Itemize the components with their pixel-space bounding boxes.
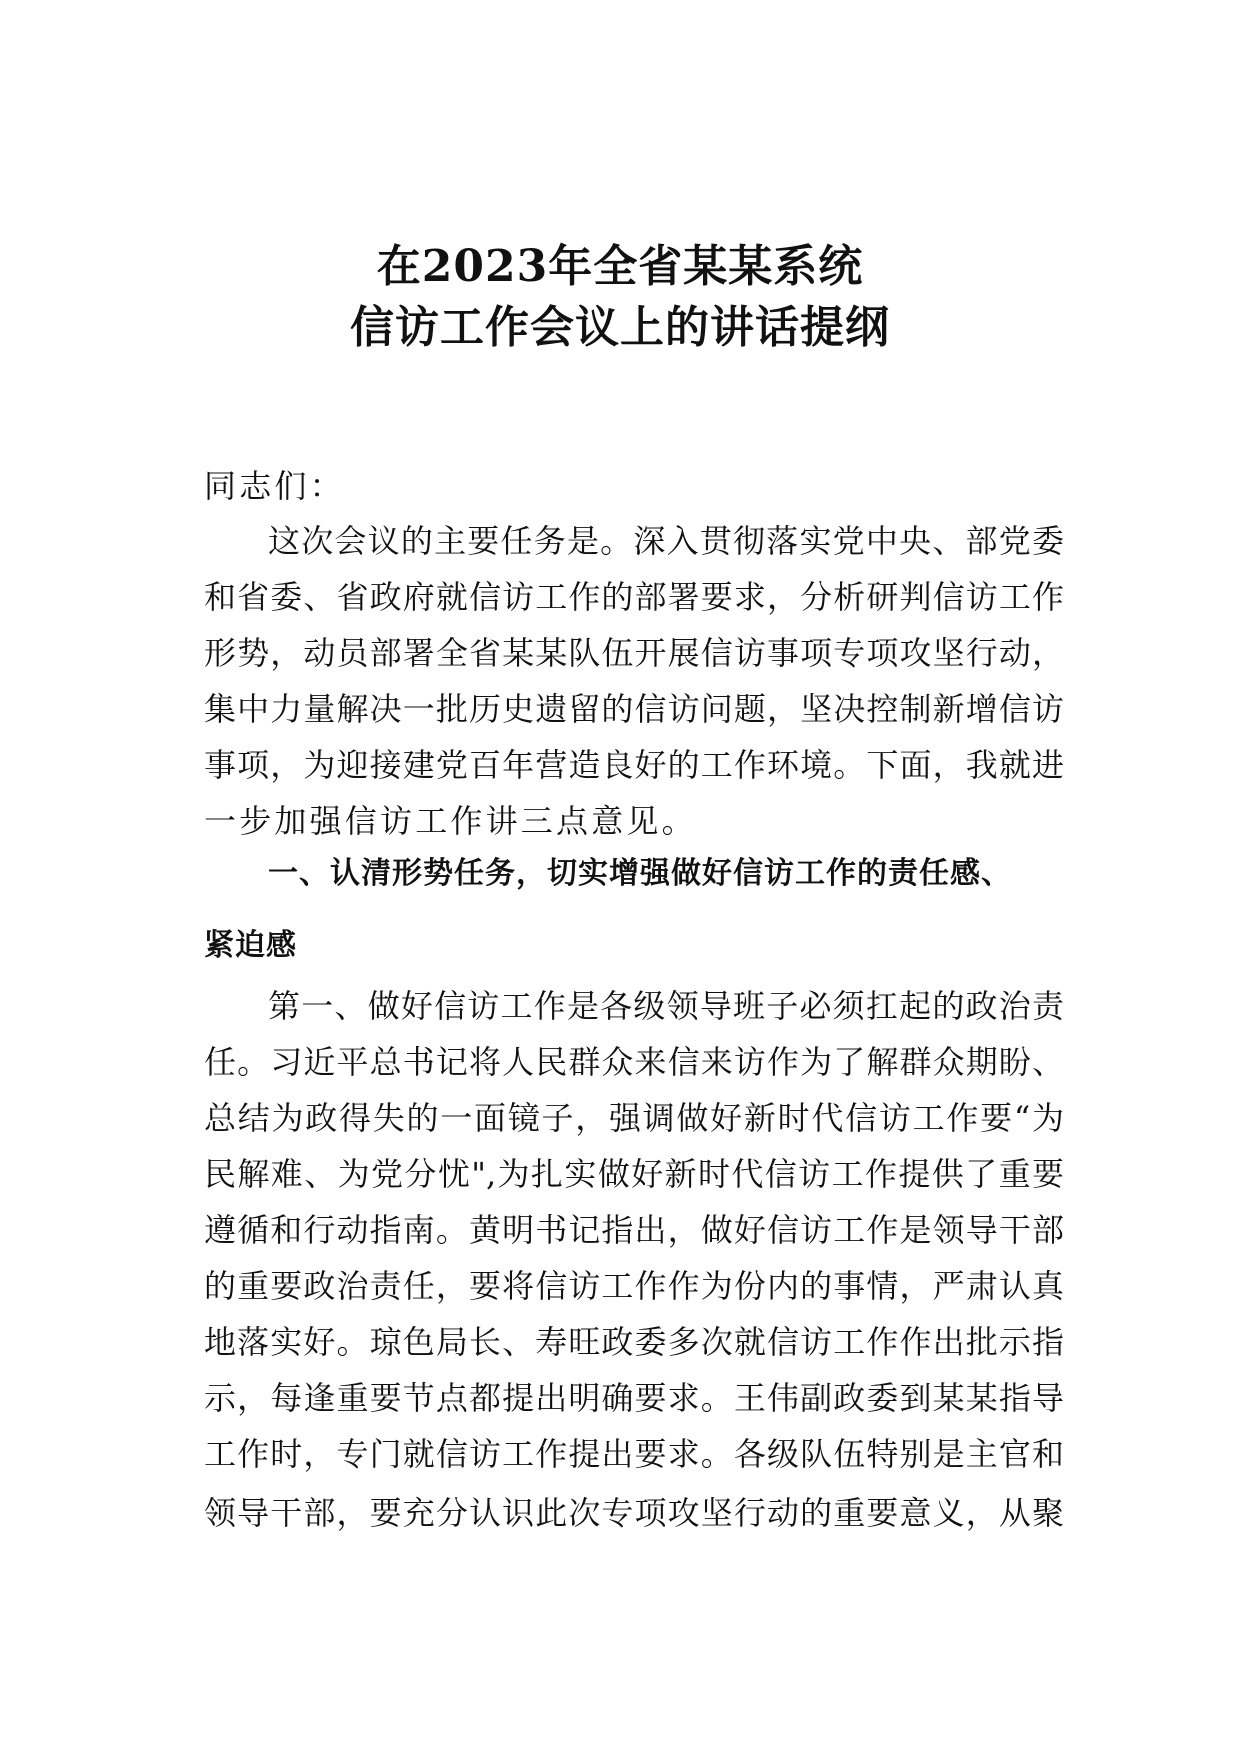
body-line: 一步加强信访工作讲三点意见。 (204, 802, 697, 840)
section-heading: 一、认清形势任务，切实增强做好信访工作的责任感、 (268, 856, 1012, 891)
body-line: 第一、做好信访工作是各级领导班子必须扛起的政治责 (268, 987, 1064, 1025)
body-line: 工作时，专门就信访工作提出要求。各级队伍特别是主官和 (204, 1435, 1064, 1473)
body-line: 任。习近平总书记将人民群众来信来访作为了解群众期盼、 (204, 1043, 1064, 1081)
body-line: 事项，为迎接建党百年营造良好的工作环境。下面，我就进 (204, 746, 1064, 784)
body-line: 和省委、省政府就信访工作的部署要求，分析研判信访工作 (204, 578, 1064, 616)
document-title-line-1: 在2023年全省某某系统 (376, 241, 864, 292)
body-line: 形势，动员部署全省某某队伍开展信访事项专项攻坚行动， (204, 634, 1064, 672)
body-line: 遵循和行动指南。黄明书记指出，做好信访工作是领导干部 (204, 1211, 1064, 1249)
body-line: 地落实好。琼色局长、寿旺政委多次就信访工作作出批示指 (204, 1323, 1064, 1361)
body-line: 集中力量解决一批历史遗留的信访问题，坚决控制新增信访 (204, 690, 1064, 728)
body-line: 这次会议的主要任务是。深入贯彻落实党中央、部党委 (268, 522, 1064, 560)
section-heading-continued: 紧迫感 (204, 928, 297, 963)
body-line: 民解难、为党分忧",为扎实做好新时代信访工作提供了重要 (204, 1155, 1064, 1193)
body-line: 总结为政得失的一面镜子，强调做好新时代信访工作要“为 (204, 1099, 1064, 1137)
body-line: 示，每逢重要节点都提出明确要求。王伟副政委到某某指导 (204, 1379, 1064, 1417)
salutation: 同志们： (204, 467, 345, 505)
body-line: 的重要政治责任，要将信访工作作为份内的事情，严肃认真 (204, 1267, 1064, 1305)
body-line: 领导干部，要充分认识此次专项攻坚行动的重要意义，从聚 (204, 1494, 1064, 1532)
document-title-line-2: 信访工作会议上的讲话提纲 (350, 302, 890, 353)
